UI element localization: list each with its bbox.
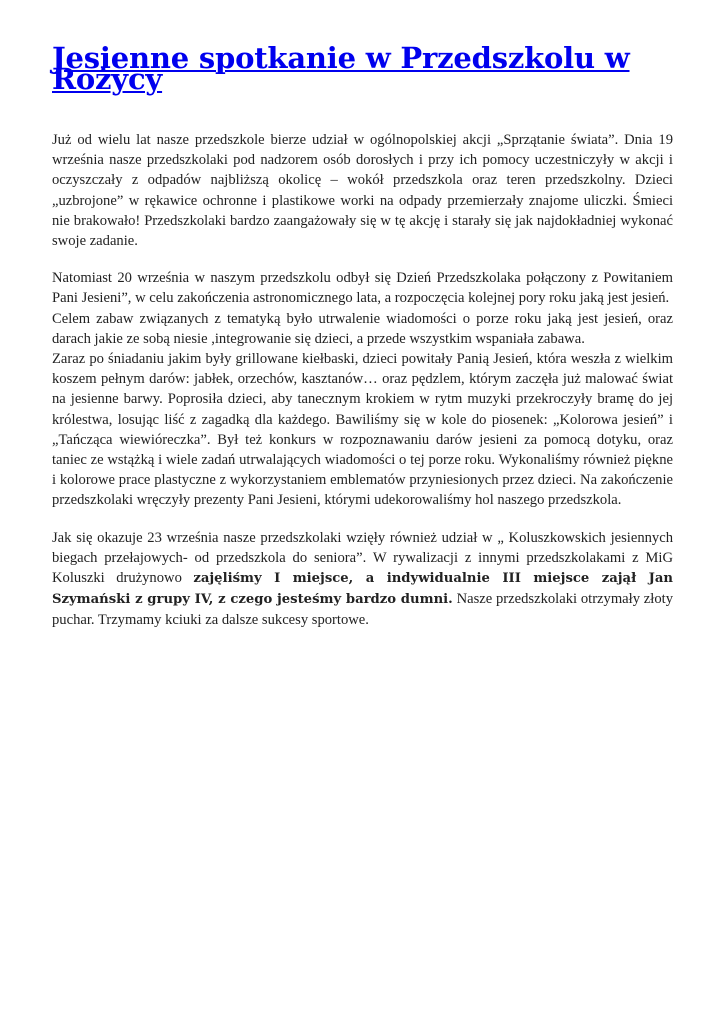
paragraph-autumn-activities: Zaraz po śniadaniu jakim były grillowane kiełbaski, dzieci powitały Panią Jesień, która weszła z wielkim koszem pełnym darów: jabłek, orzechów, kasztanów… oraz pędzlem, którym zaczęła już malować świat na jesienne barwy. Poprosiła dzieci, aby tanecznym krokiem w rytm muzyki przekroczyły bramę do jej królestwa, losując liść z zagadką dla każdego. Bawiliśmy się w kole do piosenek: „Kolorowa jesień” i „Tańcząca wiewióreczka”. Był też konkurs w rozpoznawaniu darów jesieni za pomocą dotyku, oraz taniec ze wstążką i wiele zadań utrwalających wiadomości o tej porze roku. Wykonaliśmy również piękne i kolorowe prace plastyczne z wykorzystaniem emblematów przyniesionych przez dzieci. Na zakończenie przedszkolaki wręczyły prezenty Pani Jesieni, którymi udekorowaliśmy hol naszego przedszkola. [52, 351, 673, 509]
paragraph-autumn-intro: Natomiast 20 września w naszym przedszkolu odbył się Dzień Przedszkolaka połączony z Powitaniem Pani Jesieni”, w celu zakończenia astronomicznego lata, a rozpoczęcia kolejnej pory roku jaką jest jesień. [52, 270, 673, 307]
paragraph-autumn-day [52, 268, 673, 510]
paragraph-cleanup: Już od wielu lat nasze przedszkole bierze udział w ogólnopolskiej akcji „Sprzątanie świata”. Dnia 19 września nasze przedszkolaki pod nadzorem osób dorosłych i przy ich pomocy uczestniczyły w akcji i oczyszczały z odpadów najbliższą okolicę – wokół przedszkola oraz teren przedszkolny. Dzieci „uzbrojone” w rękawice ochronne i plastikowe worki na odpady przemierzały znajome uliczki. Śmieci nie brakowało! Przedszkolaki bardzo zaangażowały się w tę akcję i starały się jak najdokładniej wykonać swoje zadanie. [52, 132, 673, 250]
article-content [52, 130, 673, 631]
article-title [52, 41, 673, 96]
paragraph-race-end: Nasze przedszkolaki otrzymały złoty puchar. Trzymamy kciuki za dalsze sukcesy sportowe. [52, 591, 673, 629]
article-title-link[interactable]: Jesienne spotkanie w Przedszkolu w Rożycy [52, 41, 630, 96]
paragraph-autumn-goal: Celem zabaw związanych z tematyką było utrwalenie wiadomości o porze roku jaką jest jesień, oraz darach jakie ze sobą niesie ,integrowanie się dzieci, a przede wszystkim wspaniała zabawa. [52, 310, 673, 347]
paragraph-race [52, 528, 673, 631]
paragraph-race-result: zajęliśmy I miejsce, a indywidualnie III miejsce zajął Jan Szymański z grupy IV, z czego jesteśmy bardzo dumni. [52, 571, 673, 608]
article [52, 0, 673, 648]
paragraph-race-start: Jak się okazuje 23 września nasze przedszkolaki wzięły również udział w „ Koluszkowskich jesiennych biegach przełajowych- od przedszkola do seniora”. W rywalizacji z innymi przedszkolakami z MiG Koluszki drużynowo [52, 529, 673, 587]
